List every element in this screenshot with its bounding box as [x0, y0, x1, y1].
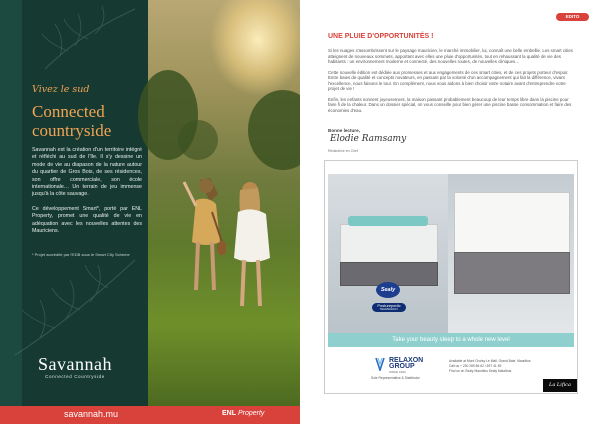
savannah-logo: [30, 354, 120, 379]
edito-heading: UNE PLUIE D'OPPORTUNITÉS !: [328, 33, 434, 40]
body-text: [32, 147, 142, 242]
logo-word: Savannah: [38, 354, 112, 374]
mattress-photo: [328, 174, 574, 341]
mattress-closeup: [448, 174, 574, 341]
mattress-shape: [454, 192, 570, 254]
bottom-bar: [0, 406, 300, 424]
eyebrow-text: Vivez le sud: [32, 84, 90, 95]
edito-page: [300, 0, 600, 424]
brand-suffix: Property: [237, 410, 265, 417]
paragraph: Enfin, les enfants sonnent joyeusement, la maison passant probablement beaucoup de leur temps libre dans la piscine pour faire fi de la chaleur. Dans un dossier spécial, on vous conseille pour bien gérer une piscine basse consommation et faire des économies d'eau.: [328, 96, 572, 113]
website-link[interactable]: savannah.mu: [64, 409, 119, 419]
woman-figure-left: [182, 172, 226, 302]
contact-line: Find us on Sealy Mauritius Sealy Mauritius: [449, 369, 512, 373]
enl-property-logo: [222, 410, 264, 417]
bedroom-scene: [328, 174, 448, 341]
woman-figure-right: [230, 176, 272, 316]
signature-role: Rédactrice en Chef: [328, 149, 358, 153]
company-name-line2: GROUP: [389, 363, 415, 370]
paragraph: Ce développement Smart*, porté par ENL Property, promet une qualité de vie en adéquation avec les nouvelles attentes des Mauriciens.: [32, 205, 142, 235]
posturepedic-sub: TECHNOLOGY: [379, 307, 399, 311]
page-title: Connected countryside: [32, 102, 112, 140]
edito-body: [328, 48, 573, 118]
contact-line: Call us + 230 269 66 62 / 697 41 59: [449, 364, 502, 368]
tree-shape: [178, 120, 218, 160]
company-name: [389, 358, 423, 370]
brand-name: ENL: [222, 410, 236, 417]
posturepedic-logo: [372, 303, 406, 312]
company-since: SINCE 1992: [389, 370, 406, 374]
partner-logo: La Lifica: [543, 379, 577, 392]
relaxon-ad: [324, 160, 578, 394]
contact-line: Available at Mont Choisy Le Mall, Grand Baie, Mauritius: [449, 359, 531, 363]
contact-info: [449, 359, 534, 374]
palm-leaf-illustration: [40, 4, 140, 74]
mattress-shape: [340, 224, 438, 264]
bed-base: [454, 252, 570, 294]
paragraph: Savannah est la création d'un territoire intégré et réfléchi au sud de l'île. Il s'y dessine un mode de vie au diapason de la nature autour du quartier de Gros Bois, de ses résidences, son offre commerciale, son école internationale… Un terrain de jeu immense jusqu'à la côte sauvage.: [32, 147, 142, 198]
palm-leaf-illustration: [10, 250, 140, 360]
pillows: [348, 216, 428, 226]
signature: Elodie Ramsamy: [330, 134, 407, 144]
sealy-logo: Sealy: [376, 282, 400, 298]
ad-banner: Take your beauty sleep to a whole new level: [328, 333, 574, 347]
company-name-line1: RELAXON: [389, 357, 424, 364]
hero-photo: [148, 0, 300, 406]
posturepedic-label: Posturepedic: [377, 303, 401, 308]
relaxon-icon: [375, 357, 385, 371]
tree-shape: [248, 90, 300, 170]
logo-tagline: Connected Countryside: [45, 374, 105, 379]
company-subtitle: Sole Representative & Distributor: [371, 376, 420, 380]
footnote: * Projet accrédité par l'EDB sous le Smart City Scheme: [32, 252, 130, 257]
edito-badge: EDITO: [556, 13, 589, 21]
paragraph: Si les nuages s'assombrissent sur le paysage mauricien, le marché immobilier, lui, connaît une belle embellie. Les smart cities atteignent de nouveaux sommets, apportant avec elles une pluie d'opportunités, tout en rehaussant la qualité de vie des habitants : un environnement moderne et connecté, des nouvelles routes, de nouvelles cliniques…: [328, 48, 573, 64]
closing-line: Bonne lecture,: [328, 128, 360, 133]
paragraph: Cette nouvelle édition est dédiée aux promesses et aux engagements de ces smart cities, et de ces projets porteur d'espoir. Entre baies de qualité et concepts novateurs, en passant par la volonté d'un accompagnement qui fait la différence, vivant l'excellence, nous faisons le tour. En complément, nous vous aidons à bien choisir votre notaire avant d'entreprendre votre projet de vie !: [328, 69, 569, 91]
